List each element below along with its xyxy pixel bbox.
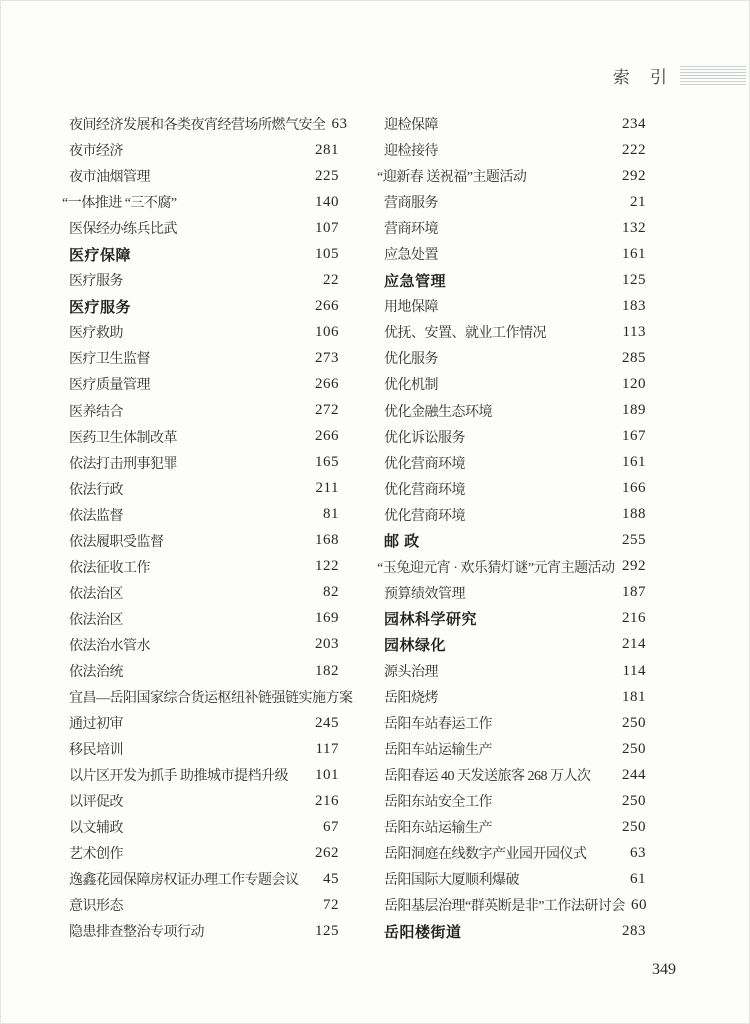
index-entry-text: 医疗保障: [69, 246, 132, 264]
index-entry-page: 245: [315, 714, 339, 731]
index-entry-row: [377, 163, 646, 189]
index-entry-text: 应急处置: [384, 248, 438, 264]
index-entry-row: [384, 762, 646, 788]
index-entry-page: 255: [622, 532, 646, 549]
index-entry-page: 273: [315, 349, 339, 366]
index-entry-text: 岳阳洞庭在线数字产业园开园仪式: [384, 847, 587, 863]
index-entry-row: [69, 502, 339, 528]
index-columns: [62, 111, 647, 945]
index-entry-text: 逸鑫花园保障房权证办理工作专题会议: [69, 873, 299, 889]
index-entry-text: 优化机制: [384, 378, 438, 394]
index-entry-page: 216: [315, 792, 339, 809]
index-entry-row: [384, 658, 646, 684]
index-entry-text: 岳阳国际大厦顺利爆破: [384, 873, 519, 889]
index-entry-text: 营商服务: [384, 196, 438, 212]
index-entry-row: [69, 215, 339, 241]
index-entry-row: [384, 424, 646, 450]
index-entry-page: 169: [315, 610, 339, 627]
index-entry-page: 181: [622, 688, 646, 705]
index-entry-page: 63: [630, 844, 646, 861]
index-entry-page: 250: [622, 792, 646, 809]
index-entry-text: 以文辅政: [69, 821, 123, 837]
index-entry-text: 医保经办练兵比武: [69, 222, 177, 238]
index-entry-page: 183: [622, 297, 646, 314]
index-entry-page: 244: [622, 766, 646, 783]
index-entry-row: [384, 814, 646, 840]
index-entry-row: [377, 554, 646, 580]
index-entry-page: 234: [622, 115, 646, 132]
index-entry-page: 187: [622, 584, 646, 601]
index-entry-text: 优化服务: [384, 352, 438, 368]
index-entry-row: [69, 918, 339, 944]
index-entry-text: 依法治统: [69, 665, 123, 680]
index-entry-text: 优化金融生态环境: [384, 404, 492, 420]
index-entry-text: 岳阳车站运输生产: [384, 743, 492, 759]
index-entry-page: 60: [630, 896, 647, 913]
index-entry-text: 移民培训: [69, 743, 123, 759]
index-entry-text: 艺术创作: [69, 847, 123, 863]
index-entry-page: 81: [323, 506, 339, 523]
index-entry-row: [384, 319, 646, 345]
index-entry-row: [69, 814, 339, 840]
index-entry-text: 依法治区: [69, 586, 123, 602]
index-entry-row: [384, 137, 646, 163]
index-entry-row: [69, 866, 339, 892]
index-entry-page: 266: [315, 428, 339, 445]
index-entry-page: 21: [630, 193, 646, 210]
index-entry-row: [384, 215, 646, 241]
index-entry-page: 189: [622, 402, 646, 419]
index-entry-row: [69, 892, 339, 918]
index-entry-row: [69, 345, 339, 371]
index-entry-row: [384, 736, 646, 762]
index-entry-text: 岳阳春运 40 天发送旅客 268 万人次: [384, 769, 591, 785]
index-entry-page: 125: [315, 922, 339, 939]
index-entry-page: 211: [315, 480, 339, 497]
index-entry-row: [69, 163, 339, 189]
header-rule-lines-decoration: [680, 66, 746, 85]
index-entry-page: 45: [323, 870, 339, 887]
index-entry-page: 250: [622, 714, 646, 731]
index-entry-row: [69, 710, 339, 736]
index-entry-page: 292: [622, 167, 646, 184]
index-entry-row: [384, 241, 646, 267]
index-entry-text: 邮 政: [384, 533, 420, 551]
index-column-right: [377, 111, 647, 945]
index-entry-text: 医养结合: [69, 404, 123, 420]
index-entry-text: 意识形态: [69, 899, 123, 915]
index-entry-text: 迎检接待: [384, 144, 438, 160]
index-entry-text: 以评促改: [69, 795, 123, 811]
index-entry-page: 166: [622, 480, 646, 497]
index-entry-text: 夜间经济发展和各类夜宵经营场所燃气安全: [69, 118, 326, 134]
index-entry-page: 203: [315, 636, 339, 653]
index-entry-row: [384, 866, 646, 892]
index-entry-text: 优化营商环境: [384, 482, 465, 498]
index-entry-text: 园林科学研究: [384, 611, 478, 629]
index-entry-text: 优化诉讼服务: [384, 430, 465, 446]
index-entry-row: [384, 788, 646, 814]
index-entry-page: 114: [622, 662, 646, 679]
index-entry-page: 250: [622, 818, 646, 835]
index-entry-text: 医疗卫生监督: [69, 352, 150, 368]
index-entry-text: 隐患排查整治专项行动: [69, 925, 204, 941]
index-entry-page: 22: [323, 271, 339, 288]
index-entry-row: [384, 111, 646, 137]
index-entry-row: [69, 267, 339, 293]
running-head: [613, 63, 746, 88]
index-entry-text: 依法履职受监督: [69, 534, 164, 550]
index-entry-row: [384, 528, 646, 554]
index-entry-row: [69, 241, 339, 267]
index-entry-text: 园林绿化: [384, 637, 447, 655]
index-entry-row: [69, 450, 339, 476]
index-entry-page: 266: [315, 375, 339, 392]
index-entry-text: 医疗救助: [69, 326, 123, 342]
index-entry-page: 117: [315, 740, 339, 757]
index-entry-row: [69, 476, 339, 502]
index-entry-row: [384, 606, 646, 632]
folio-page-number: 349: [652, 961, 676, 978]
index-entry-page: 222: [622, 141, 646, 158]
index-entry-text: 医疗质量管理: [69, 378, 150, 394]
index-entry-text: 岳阳东站运输生产: [384, 821, 492, 837]
index-entry-text: 源头治理: [384, 665, 438, 680]
index-entry-row: [69, 606, 339, 632]
index-entry-text: 用地保障: [384, 300, 438, 316]
index-entry-row: [69, 840, 339, 866]
index-entry-row: [69, 424, 339, 450]
index-entry-row: [69, 528, 339, 554]
index-entry-text: 宜昌—岳阳国家综合货运枢纽补链强链实施方案: [69, 691, 353, 707]
index-entry-page: 262: [315, 844, 339, 861]
index-entry-text: 依法行政: [69, 482, 123, 498]
index-entry-page: 122: [315, 558, 339, 575]
index-entry-row: [69, 658, 339, 684]
index-entry-text: 依法治水管水: [69, 638, 150, 654]
index-entry-text: 预算绩效管理: [384, 586, 465, 602]
index-entry-row: [69, 788, 339, 814]
index-entry-page: 101: [315, 766, 339, 783]
index-entry-row: [384, 684, 646, 710]
index-entry-text: 岳阳基层治理“群英断是非”工作法研讨会: [384, 899, 625, 915]
index-entry-page: 225: [315, 167, 339, 184]
index-entry-page: 216: [622, 610, 646, 627]
index-entry-page: 67: [323, 818, 339, 835]
index-entry-page: 106: [315, 323, 339, 340]
index-entry-page: 161: [622, 245, 646, 262]
index-entry-row: [384, 918, 646, 944]
index-entry-text: 营商环境: [384, 222, 438, 238]
index-entry-row: [384, 371, 646, 397]
index-entry-row: [69, 762, 339, 788]
index-entry-text: 迎检保障: [384, 118, 438, 134]
index-entry-page: 182: [315, 662, 339, 679]
index-entry-page: 292: [622, 558, 646, 575]
index-entry-text: 以片区开发为抓手 助推城市提档升级: [69, 769, 288, 785]
index-entry-page: 82: [323, 584, 339, 601]
index-entry-row: [384, 450, 646, 476]
index-entry-page: 140: [315, 193, 339, 210]
index-entry-row: [384, 267, 646, 293]
index-entry-page: 266: [315, 297, 339, 314]
index-entry-row: [69, 371, 339, 397]
index-entry-text: 岳阳楼街道: [384, 923, 462, 941]
index-entry-page: 72: [323, 896, 339, 913]
index-entry-row: [69, 398, 339, 424]
index-entry-page: 120: [622, 375, 646, 392]
index-entry-text: 优抚、安置、就业工作情况: [384, 326, 546, 342]
index-entry-row: [384, 580, 646, 606]
index-entry-page: 214: [622, 636, 646, 653]
index-entry-row: [384, 293, 646, 319]
index-entry-page: 105: [315, 245, 339, 262]
index-entry-row: [384, 632, 646, 658]
index-entry-row: [384, 398, 646, 424]
index-entry-row: [69, 293, 339, 319]
index-entry-page: 167: [622, 428, 646, 445]
index-entry-text: “玉兔迎元宵 · 欢乐猜灯谜”元宵主题活动: [377, 560, 615, 576]
index-entry-page: 113: [622, 323, 646, 340]
index-entry-page: 63: [331, 115, 348, 132]
index-entry-page: 272: [315, 402, 339, 419]
index-entry-page: 125: [622, 271, 646, 288]
index-entry-text: 岳阳烧烤: [384, 691, 438, 707]
index-entry-row: [69, 111, 348, 137]
index-entry-text: 岳阳车站春运工作: [384, 717, 492, 733]
index-entry-page: 283: [622, 922, 646, 939]
index-entry-text: “一体推进 “三不腐”: [62, 196, 177, 212]
index-entry-row: [69, 684, 353, 710]
page-title: 索 引: [612, 68, 675, 87]
index-entry-row: [69, 580, 339, 606]
index-entry-text: 依法打击刑事犯罪: [69, 456, 177, 472]
index-entry-row: [69, 736, 339, 762]
index-entry-text: 夜市油烟管理: [69, 170, 150, 186]
index-entry-row: [384, 840, 646, 866]
index-entry-text: 依法监督: [69, 508, 123, 524]
index-entry-page: 107: [315, 219, 339, 236]
index-entry-text: 应急管理: [384, 272, 447, 290]
index-entry-row: [384, 710, 646, 736]
index-entry-text: 依法征收工作: [69, 560, 150, 576]
index-entry-row: [69, 554, 339, 580]
index-entry-row: [69, 137, 339, 163]
index-entry-row: [69, 319, 339, 345]
index-entry-page: 188: [622, 506, 646, 523]
index-entry-row: [384, 345, 646, 371]
index-entry-page: 161: [622, 454, 646, 471]
index-entry-text: 优化营商环境: [384, 456, 465, 472]
index-entry-page: 250: [622, 740, 646, 757]
index-entry-page: 61: [630, 870, 646, 887]
index-entry-text: 医药卫生体制改革: [69, 430, 177, 446]
index-entry-row: [384, 892, 646, 918]
index-entry-row: [62, 189, 339, 215]
index-entry-row: [384, 502, 646, 528]
index-entry-page: 168: [315, 532, 339, 549]
index-entry-row: [69, 632, 339, 658]
index-entry-text: 依法治区: [69, 612, 123, 628]
index-entry-text: 夜市经济: [69, 144, 123, 160]
index-entry-text: 医疗服务: [69, 298, 132, 316]
index-entry-text: 医疗服务: [69, 274, 123, 290]
index-entry-text: 岳阳东站安全工作: [384, 795, 492, 811]
index-entry-page: 132: [622, 219, 646, 236]
index-entry-row: [384, 189, 646, 215]
index-entry-row: [384, 476, 646, 502]
index-entry-text: 通过初审: [69, 717, 123, 733]
index-entry-text: “迎新春 送祝福”主题活动: [377, 170, 527, 186]
index-entry-page: 165: [315, 454, 339, 471]
index-entry-page: 285: [622, 349, 646, 366]
index-column-left: [62, 111, 353, 945]
index-entry-text: 优化营商环境: [384, 508, 465, 524]
index-entry-page: 281: [315, 141, 339, 158]
